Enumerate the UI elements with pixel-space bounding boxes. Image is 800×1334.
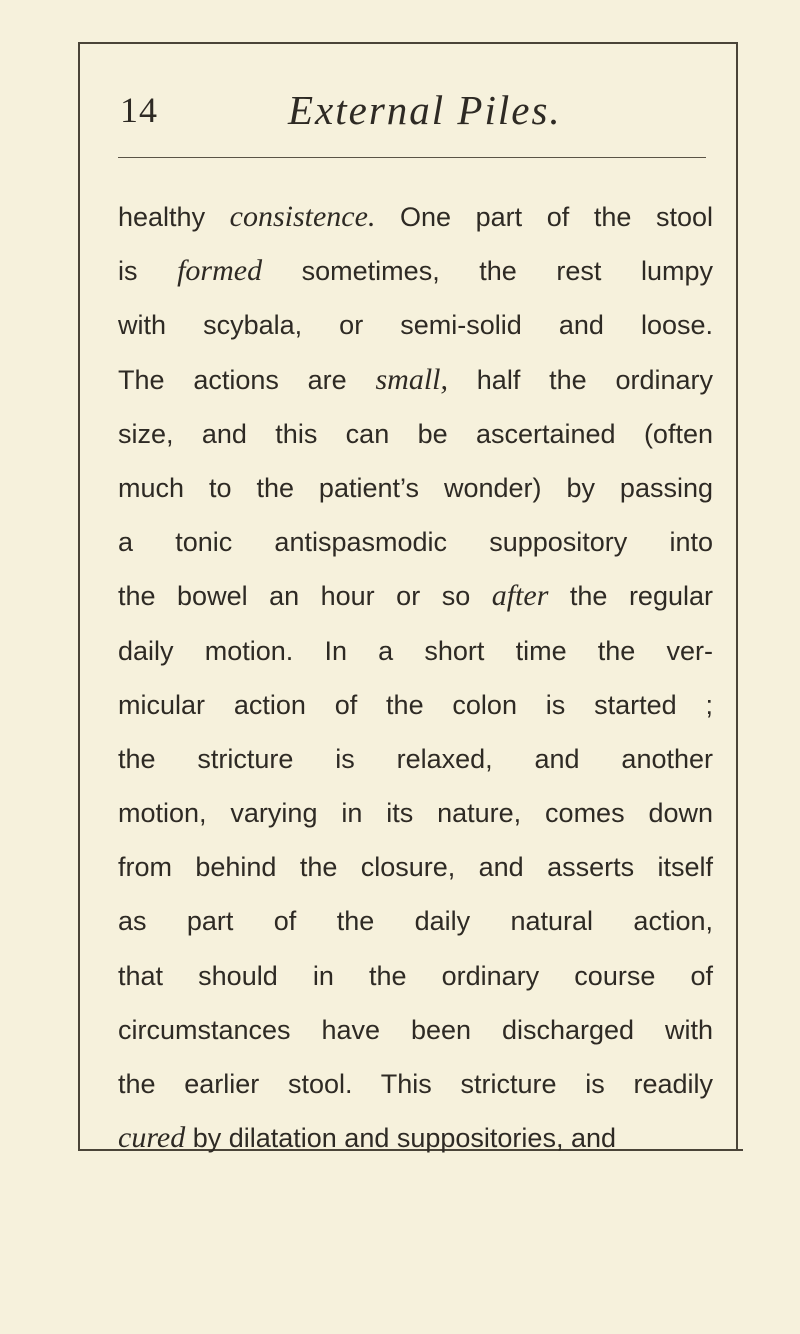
italic-run: small, [375, 362, 448, 396]
text-run: with scybala, or semi-solid and loose. [118, 310, 713, 341]
text-run: is [118, 256, 178, 287]
text-line [118, 244, 713, 298]
text-run: the bowel an hour or so [118, 581, 492, 612]
text-line [118, 407, 713, 461]
text-line [118, 461, 713, 515]
text-line [118, 949, 713, 1003]
text-line [118, 840, 713, 894]
italic-run: formed [177, 254, 263, 288]
text-run: the regular [548, 581, 713, 612]
text-run: circumstances have been discharged with [118, 1014, 713, 1045]
text-run: motion, varying in its nature, comes down [118, 798, 713, 829]
text-run: One part of the stool [375, 202, 713, 232]
italic-run: cured [118, 1121, 186, 1155]
text-run: size, and this can be ascertained (often [118, 418, 713, 449]
text-run: sometimes, the rest lumpy [262, 256, 713, 287]
text-run: The actions are [118, 364, 376, 395]
text-run: as part of the daily natural action, [118, 906, 713, 937]
text-run: half the ordinary [448, 364, 713, 395]
text-line [118, 298, 713, 352]
italic-run: after [491, 579, 549, 613]
text-line [118, 1057, 713, 1111]
text-run: the earlier stool. This stricture is readily [118, 1069, 713, 1099]
text-line [118, 515, 713, 569]
text-run: a tonic antispasmodic suppository into [118, 527, 713, 558]
text-run: much to the patient’s wonder) by passing [118, 472, 713, 503]
header-rule [118, 157, 706, 158]
text-run: from behind the closure, and asserts itself [118, 852, 713, 883]
text-line [118, 1003, 713, 1057]
text-line [118, 190, 713, 244]
text-line [118, 1111, 713, 1165]
body-paragraph [118, 190, 713, 1165]
text-line [118, 732, 713, 786]
italic-run: consistence. [229, 200, 376, 233]
text-run: the stricture is relaxed, and another [118, 743, 713, 774]
page-number: 14 [120, 90, 158, 130]
text-run: micular action of the colon is started ; [118, 689, 713, 720]
text-run: daily motion. In a short time the ver- [118, 635, 713, 666]
text-line [118, 786, 713, 840]
running-title: External Piles. [288, 87, 562, 133]
text-line [118, 569, 713, 623]
text-line [118, 678, 713, 732]
text-run: that should in the ordinary course of [118, 960, 713, 991]
text-line [118, 624, 713, 678]
text-run: healthy [118, 202, 230, 232]
text-run: by dilatation and suppositories, and [185, 1123, 616, 1154]
text-line [118, 894, 713, 948]
text-line [118, 353, 713, 407]
